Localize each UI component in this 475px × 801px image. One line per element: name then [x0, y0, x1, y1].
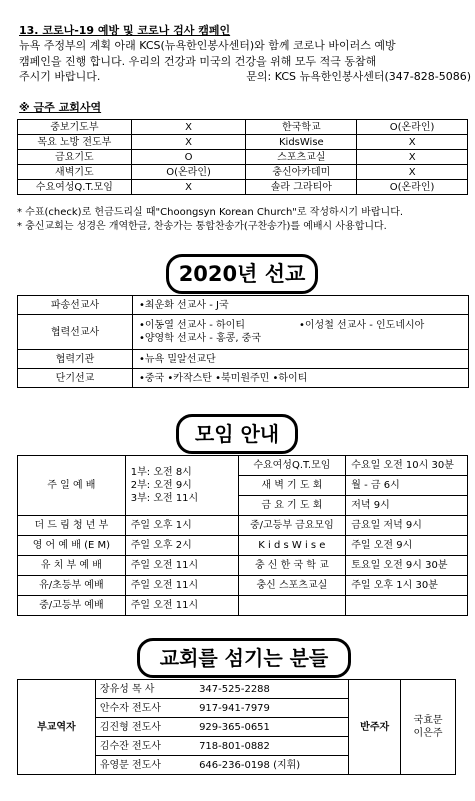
ministry-name: KidsWise [246, 135, 357, 150]
ministry-status: X [357, 135, 468, 150]
table-row [18, 556, 468, 576]
staff-phone: 929-365-0651 [197, 718, 349, 737]
meeting-time: 주일 오후 1시 [125, 516, 238, 536]
staff-phone: 917-941-7979 [197, 699, 349, 718]
meeting-name: 중/고등부 예배 [18, 596, 126, 616]
notice-line-3: 주시기 바랍니다. 문의: KCS 뉴욕한인봉사센터(347-828-5086) [19, 70, 471, 83]
ministry-name: 새벽기도 [18, 165, 132, 180]
staff-name: 유영문 전도사 [95, 756, 197, 775]
table-row [18, 596, 468, 616]
table-row [18, 150, 468, 165]
note-check: * 수표(check)로 헌금드리실 때"Choongsyn Korean Church"로 작성하시기 바랍니다. [17, 207, 404, 218]
row-value: •뉴욕 밀알선교단 [133, 350, 469, 369]
ministry-name: 수요여성Q.T.모임 [18, 180, 132, 195]
accompanist-names [401, 680, 456, 775]
table-row [18, 180, 468, 195]
ministry-status: X [357, 165, 468, 180]
table-row [18, 369, 469, 388]
notice-line-2: 캠페인을 진행 합니다. 우리의 건강과 미국의 건강을 위해 모두 적극 동참해 [19, 54, 377, 68]
meeting-time: 주일 오전 11시 [125, 596, 238, 616]
table-row [18, 680, 456, 699]
ministry-status: O [131, 150, 246, 165]
table-row [18, 315, 469, 350]
missionary: •이동열 선교사 - 하이티 [139, 320, 245, 331]
meeting-time: 수요일 오전 10시 30분 [346, 456, 468, 476]
staff-banner: 교회를 섬기는 분들 [137, 638, 351, 678]
row-label: 파송선교사 [18, 296, 133, 315]
row-value [133, 315, 469, 350]
ministry-name: 한국학교 [246, 120, 357, 135]
table-row [18, 120, 468, 135]
staff-table [17, 679, 456, 775]
notice-paragraph [19, 38, 471, 85]
weekly-notes [17, 206, 403, 234]
meeting-name: 수요여성Q.T.모임 [238, 456, 346, 476]
meeting-time: 주일 오전 11시 [125, 556, 238, 576]
group-label: 부교역자 [18, 680, 96, 775]
meeting-time: 주일 오후 2시 [125, 536, 238, 556]
weekly-title: ※ 금주 교회사역 [19, 101, 102, 114]
row-value: •중국 •카작스탄 •북미원주민 •하이티 [133, 369, 469, 388]
staff-name: 장유성 목 사 [95, 680, 197, 699]
meeting-name: 유 치 부 예 배 [18, 556, 126, 576]
empty-cell [346, 596, 468, 616]
row-label: 협력기관 [18, 350, 133, 369]
meeting-time: 토요일 오전 9시 30분 [346, 556, 468, 576]
table-row [18, 576, 468, 596]
empty-cell [238, 596, 346, 616]
ministry-name: 금요기도 [18, 150, 132, 165]
row-value: •최운화 선교사 - J국 [133, 296, 469, 315]
mission-table [17, 295, 469, 388]
mission-banner: 2020년 선교 [166, 254, 318, 294]
ministry-name: 중보기도부 [18, 120, 132, 135]
ministry-name: 스포츠교실 [246, 150, 357, 165]
meeting-time: 저녁 9시 [346, 496, 468, 516]
meeting-name: 유/초등부 예배 [18, 576, 126, 596]
missionary: •양영학 선교사 - 홍콩, 중국 [139, 333, 262, 344]
ministry-status: X [357, 150, 468, 165]
ministry-status: O(온라인) [357, 180, 468, 195]
staff-name: 안수자 전도사 [95, 699, 197, 718]
worship-time: 3부: 오전 11시 [130, 493, 199, 504]
accompanist: 이은주 [413, 728, 443, 739]
missionary: •이성철 선교사 - 인도네시아 [299, 320, 425, 331]
table-row [18, 296, 469, 315]
staff-name: 김수잔 전도사 [95, 737, 197, 756]
note-bible: * 충신교회는 성경은 개역한글, 찬송가는 통합찬송가(구찬송가)를 예배시 사용합니다. [17, 221, 387, 232]
ministry-name: 솔라 그라티아 [246, 180, 357, 195]
worship-time: 2부: 오전 9시 [130, 480, 192, 491]
notice-contact: 문의: KCS 뉴욕한인봉사센터(347-828-5086) [246, 70, 471, 83]
accompanist-label: 반주자 [349, 680, 401, 775]
notice-title: 13. 코로나-19 예방 및 코로나 검사 캠페인 [19, 24, 231, 37]
staff-name: 김진형 전도사 [95, 718, 197, 737]
meeting-name: K i d s W i s e [238, 536, 346, 556]
ministry-name: 충신아카데미 [246, 165, 357, 180]
meeting-name: 더 드 림 청 년 부 [18, 516, 126, 536]
meeting-time: 월 - 금 6시 [346, 476, 468, 496]
meeting-name: 충 신 한 국 학 교 [238, 556, 346, 576]
table-row [18, 516, 468, 536]
staff-phone: 347-525-2288 [197, 680, 349, 699]
meeting-time: 주일 오전 11시 [125, 576, 238, 596]
table-row [18, 165, 468, 180]
meeting-name: 영 어 예 배 (E M) [18, 536, 126, 556]
worship-label: 주 일 예 배 [18, 456, 126, 516]
ministry-status: X [131, 120, 246, 135]
ministry-status: X [131, 180, 246, 195]
meetings-banner: 모임 안내 [176, 414, 298, 454]
meeting-name: 충신 스포츠교실 [238, 576, 346, 596]
table-row [18, 135, 468, 150]
meeting-name: 중/고등부 금요모임 [238, 516, 346, 536]
table-row [18, 350, 469, 369]
notice-line-1: 뉴욕 주정부의 계획 아래 KCS(뉴욕한인봉사센터)와 함께 코로나 바이러스 예방 [19, 39, 396, 52]
missionary-line [139, 319, 468, 332]
meeting-time: 금요일 저녁 9시 [346, 516, 468, 536]
worship-time: 1부: 오전 8시 [130, 467, 192, 478]
worship-times [125, 456, 238, 516]
weekly-ministry-table [17, 119, 468, 195]
ministry-name: 목요 노방 전도부 [18, 135, 132, 150]
meeting-name: 새 벽 기 도 회 [238, 476, 346, 496]
row-label: 단기선교 [18, 369, 133, 388]
ministry-status: O(온라인) [357, 120, 468, 135]
table-row [18, 456, 468, 476]
row-label: 협력선교사 [18, 315, 133, 350]
ministry-status: X [131, 135, 246, 150]
meeting-name: 금 요 기 도 회 [238, 496, 346, 516]
staff-phone: 646-236-0198 (지휘) [197, 756, 349, 775]
table-row [18, 536, 468, 556]
accompanist: 국효문 [413, 715, 443, 726]
meetings-table [17, 455, 468, 616]
ministry-status: O(온라인) [131, 165, 246, 180]
meeting-time: 주일 오후 1시 30분 [346, 576, 468, 596]
meeting-time: 주일 오전 9시 [346, 536, 468, 556]
staff-phone: 718-801-0882 [197, 737, 349, 756]
